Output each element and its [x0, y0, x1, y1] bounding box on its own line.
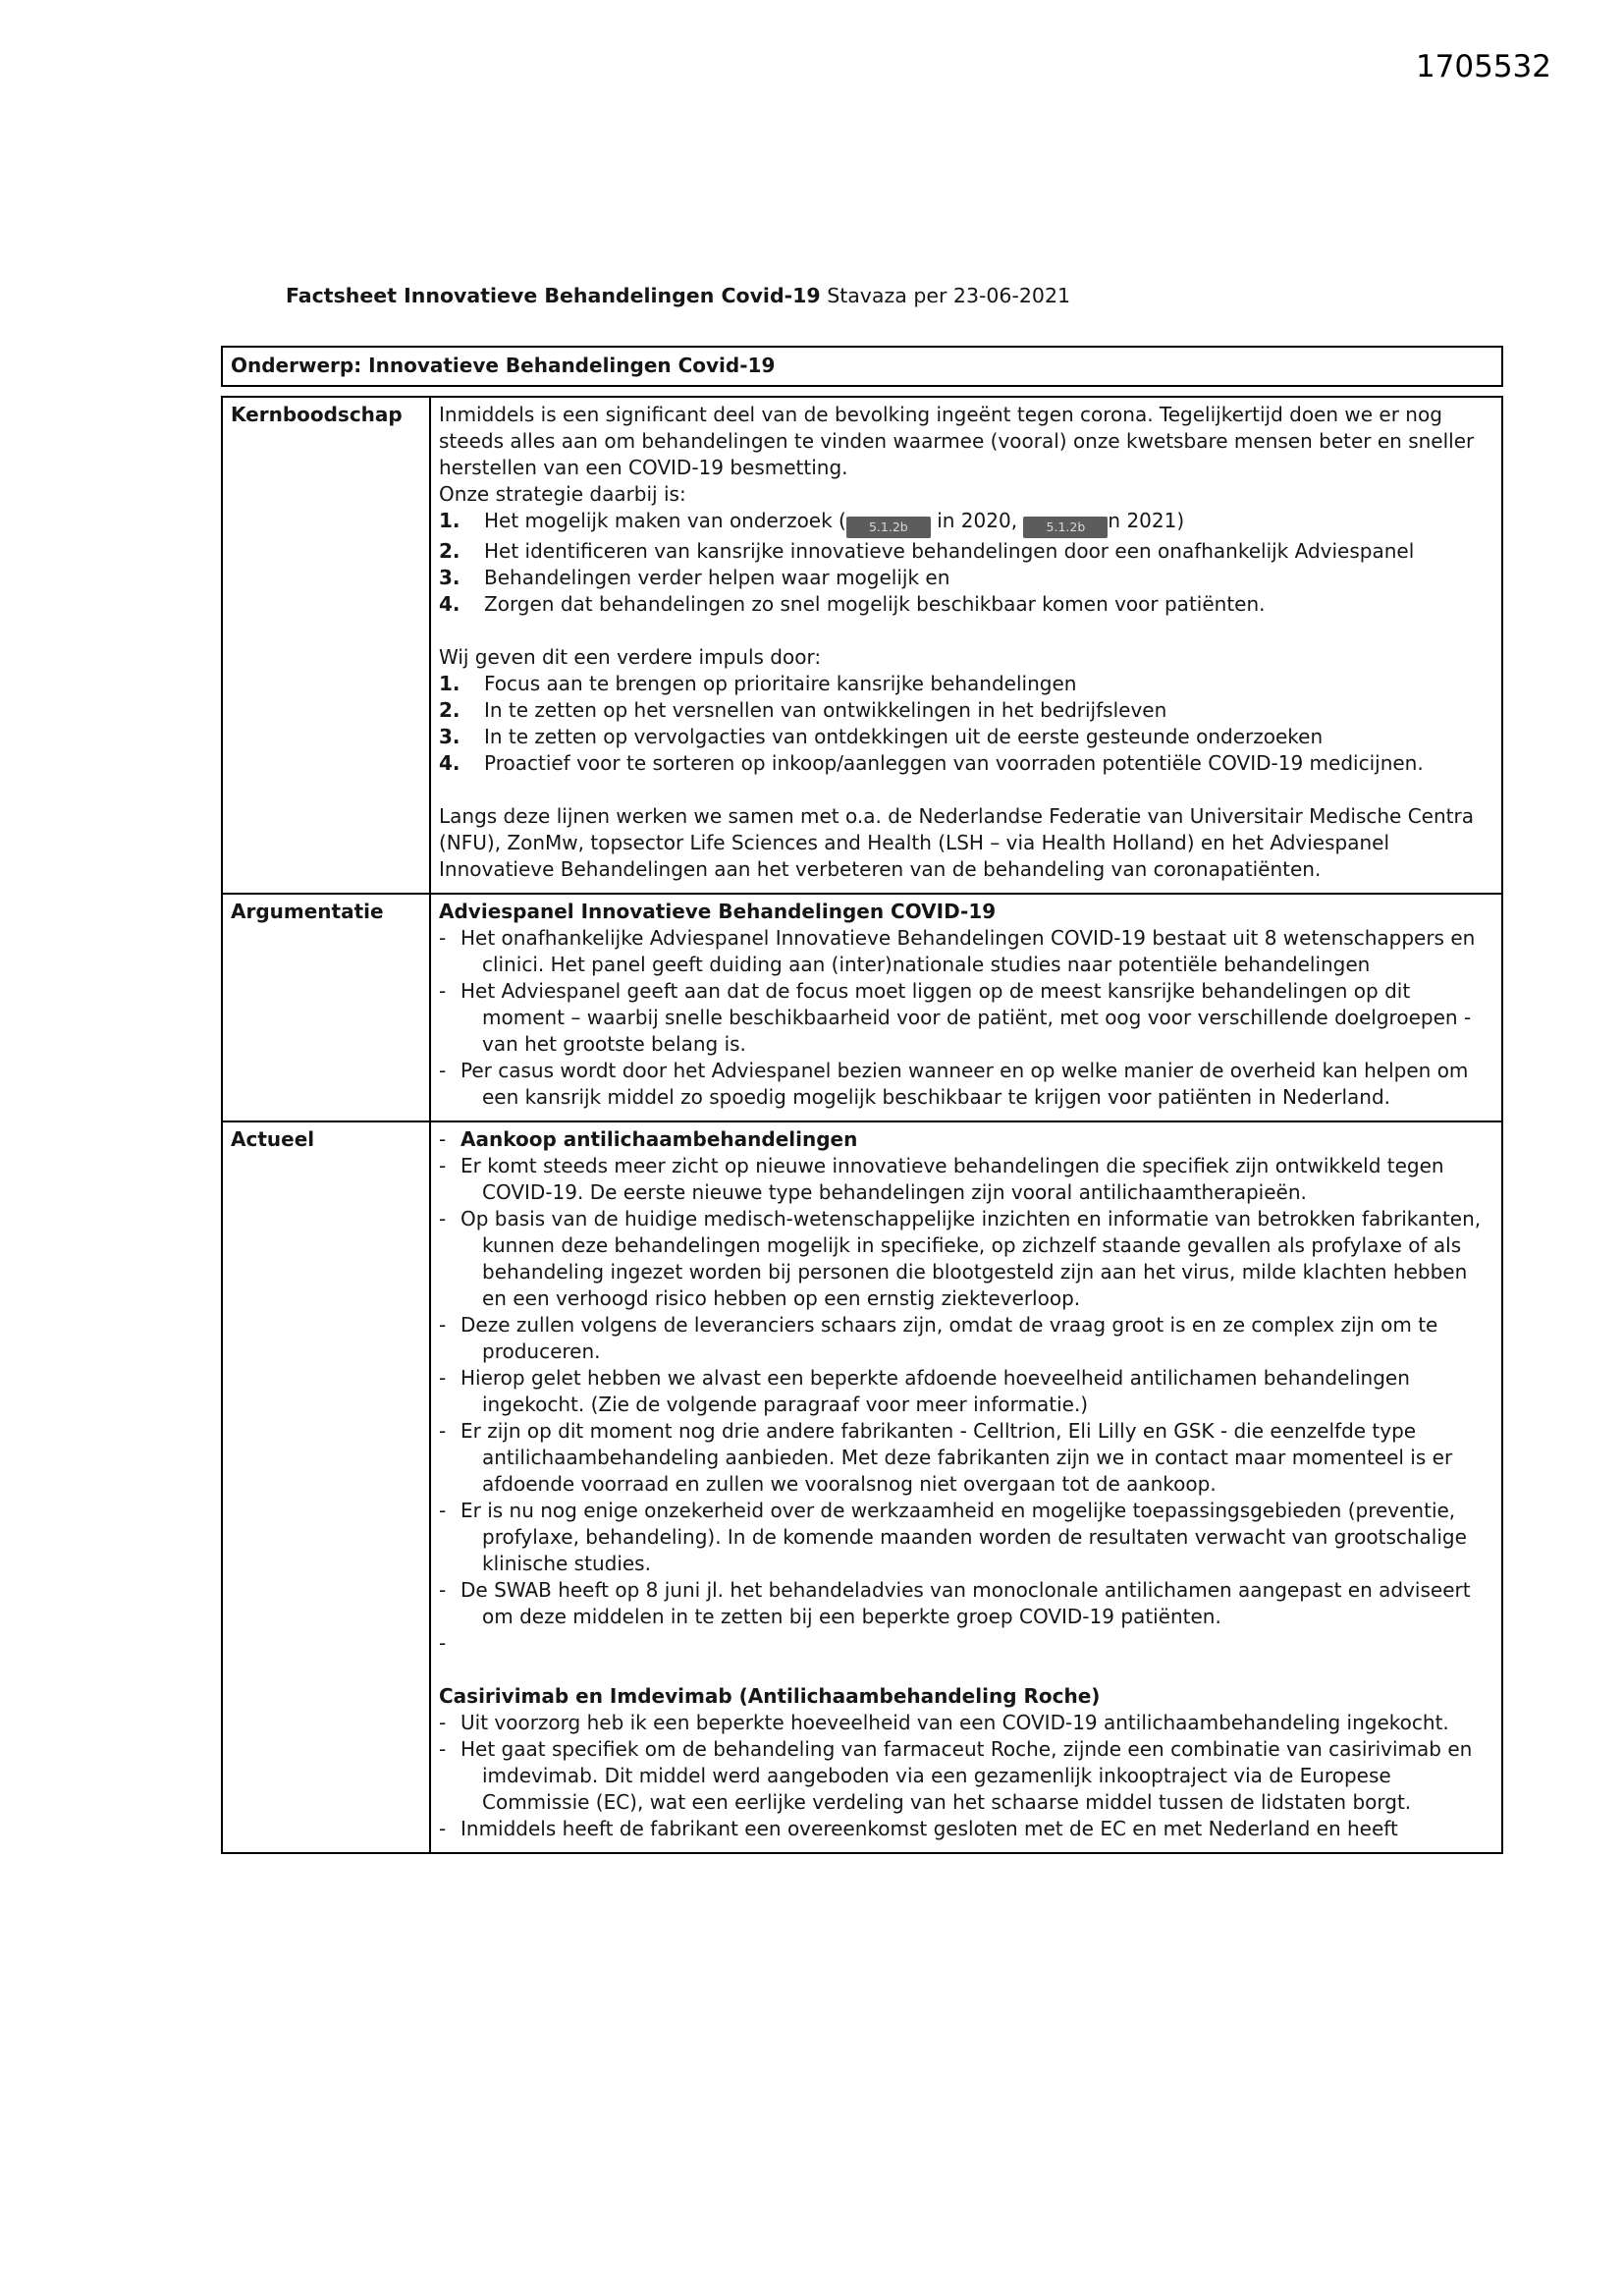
bullet-text: Het gaat specifiek om de behandeling van farmaceut Roche, zijnde een combinatie van casirivimab en imdevimab. Dit middel werd aangeboden via een gezamenlijk inkooptraject via de Europese Commissie (EC), wat een eerlijke verdeling van het schaarse middel tussen de lidstaten borgt.: [460, 1737, 1473, 1814]
table-row: [222, 894, 1502, 1121]
bullet-item: [439, 1736, 1491, 1816]
bullet-dash: -: [439, 1059, 447, 1082]
numbered-item: [439, 591, 1491, 618]
bullet-text: Deze zullen volgens de leveranciers schaars zijn, omdat de vraag groot is en ze complex zijn om te produceren.: [460, 1313, 1438, 1363]
bullet-dash: -: [439, 1313, 447, 1337]
bullet-text: Het onafhankelijke Adviespanel Innovatieve Behandelingen COVID-19 bestaat uit 8 wetenschappers en clinici. Het panel geeft duiding aan (inter)nationale studies naar potentiële behandelingen: [460, 926, 1476, 976]
paragraph: Wij geven dit een verdere impuls door:: [439, 645, 822, 669]
bullet-text: Het Adviespanel geeft aan dat de focus moet liggen op de meest kansrijke behandelingen op dit moment – waarbij snelle beschikbaarheid voor de patiënt, met oog voor verschillende doelgroepen - van het grootste belang is.: [460, 979, 1472, 1056]
list-text: Zorgen dat behandelingen zo snel mogelijk beschikbaar komen voor patiënten.: [484, 592, 1266, 616]
row-label-kernboodschap: Kernboodschap: [222, 397, 430, 894]
bullet-text: Per casus wordt door het Adviespanel bezien wanneer en op welke manier de overheid kan helpen om een kansrijk middel zo spoedig mogelijk beschikbaar te krijgen voor patiënten in Nederland.: [460, 1059, 1469, 1109]
numbered-item: [439, 697, 1491, 724]
row-label-argumentatie: Argumentatie: [222, 894, 430, 1121]
bullet-item: [439, 1058, 1491, 1111]
bullet-text: Er komt steeds meer zicht op nieuwe innovatieve behandelingen die specifiek zijn ontwikkeld tegen COVID-19. De eerste nieuwe type behandelingen zijn vooral antilichaamtherapieën.: [460, 1154, 1444, 1204]
bullet-text: Inmiddels heeft de fabrikant een overeenkomst gesloten met de EC en met Nederland en heeft: [460, 1817, 1398, 1840]
bullet-dash: -: [439, 1578, 447, 1602]
bullet-dash: -: [439, 1499, 447, 1522]
numbered-item: [439, 724, 1491, 750]
bullet-item: [439, 1153, 1491, 1206]
bullet-dash: -: [439, 1366, 447, 1390]
list-text: Behandelingen verder helpen waar mogelijk en: [484, 566, 950, 589]
blank-line: [439, 777, 1491, 803]
bullet-item: [439, 978, 1491, 1058]
bullet-item: [439, 925, 1491, 978]
bullet-item: [439, 1816, 1491, 1842]
list-text-part: in 2020,: [930, 509, 1024, 532]
list-text: In te zetten op het versnellen van ontwikkelingen in het bedrijfsleven: [484, 698, 1167, 722]
list-number: 2.: [439, 539, 460, 563]
bullet-dash: -: [439, 1154, 447, 1177]
bullet-dash: -: [439, 1737, 447, 1761]
document-title: [286, 284, 1070, 307]
bullet-dash: -: [439, 1207, 447, 1230]
bullet-text: De SWAB heeft op 8 juni jl. het behandeladvies van monoclonale antilichamen aangepast en adviseert om deze middelen in te zetten bij een beperkte groep COVID-19 patiënten.: [460, 1578, 1471, 1628]
list-text: Proactief voor te sorteren op inkoop/aanleggen van voorraden potentiële COVID-19 medicijnen.: [484, 751, 1424, 775]
bullet-text: Op basis van de huidige medisch-wetenschappelijke inzichten en informatie van betrokken fabrikanten, kunnen deze behandelingen mogelijk in specifieke, op zichzelf staande gevallen als profylaxe of als behandeling ingezet worden bij personen die blootgesteld zijn aan het virus, milde klachten hebben en een verhoogd risico hebben op een ernstig ziekteverloop.: [460, 1207, 1482, 1310]
list-number: 1.: [439, 509, 460, 532]
bullet-text: Er zijn op dit moment nog drie andere fabrikanten - Celltrion, Eli Lilly en GSK - die eenzelfde type antilichaambehandeling aanbieden. Met deze fabrikanten zijn we in contact maar momenteel is er afdoende voorraad en zullen we vooralsnog niet overgaan tot de aankoop.: [460, 1419, 1453, 1496]
table-row: [222, 1121, 1502, 1853]
list-number: 4.: [439, 592, 460, 616]
numbered-item: [439, 671, 1491, 697]
topic-header-row: [221, 346, 1503, 387]
document-title-suffix: Stavaza per 23-06-2021: [820, 284, 1071, 307]
paragraph: Onze strategie daarbij is:: [439, 482, 686, 506]
bullet-text: Hierop gelet hebben we alvast een beperkte afdoende hoeveelheid antilichamen behandelingen ingekocht. (Zie de volgende paragraaf voor meer informatie.): [460, 1366, 1410, 1416]
bullet-item: [439, 1206, 1491, 1312]
row-label-actueel: Actueel: [222, 1121, 430, 1853]
list-text-part: n 2021): [1108, 509, 1185, 532]
list-number: 3.: [439, 725, 460, 748]
row-content-argumentatie: [430, 894, 1502, 1121]
section-heading: Aankoop antilichaambehandelingen: [460, 1127, 858, 1151]
blank-line: [439, 618, 1491, 644]
factsheet-table: [221, 396, 1503, 1854]
list-text-part: Het mogelijk maken van onderzoek (: [484, 509, 846, 532]
bullet-item: [439, 1577, 1491, 1630]
bullet-item: [439, 1365, 1491, 1418]
paragraph: Langs deze lijnen werken we samen met o.a. de Nederlandse Federatie van Universitair Medische Centra (NFU), ZonMw, topsector Life Sciences and Health (LSH – via Health Holland) en het Adviespanel Innovatieve Behandelingen aan het verbeteren van de behandeling van coronapatiënten.: [439, 804, 1474, 881]
bullet-item: [439, 1498, 1491, 1577]
row-content-kernboodschap: [430, 397, 1502, 894]
numbered-item: [439, 508, 1491, 538]
paragraph: Inmiddels is een significant deel van de bevolking ingeënt tegen corona. Tegelijkertijd doen we er nog steeds alles aan om behandelingen te vinden waarmee (vooral) onze kwetsbare mensen beter en sneller herstellen van een COVID-19 besmetting.: [439, 403, 1475, 479]
bullet-dash: -: [439, 926, 447, 950]
list-text: Focus aan te brengen op prioritaire kansrijke behandelingen: [484, 672, 1077, 695]
topic-header-text: Onderwerp: Innovatieve Behandelingen Covid-19: [231, 354, 776, 377]
bullet-dash: -: [439, 1711, 447, 1734]
numbered-item: [439, 750, 1491, 777]
list-number: 2.: [439, 698, 460, 722]
numbered-item: [439, 538, 1491, 565]
bullet-item: [439, 1418, 1491, 1498]
list-number: 1.: [439, 672, 460, 695]
list-number: 3.: [439, 566, 460, 589]
bullet-item: [439, 1312, 1491, 1365]
redaction-box: 5.1.2b: [846, 517, 931, 538]
redaction-box: 5.1.2b: [1023, 517, 1108, 538]
bullet-dash: -: [439, 979, 447, 1003]
row-content-actueel: [430, 1121, 1502, 1853]
section-heading: Adviespanel Innovatieve Behandelingen COVID-19: [439, 900, 997, 923]
document-title-bold: Factsheet Innovatieve Behandelingen Covid-19: [286, 284, 821, 307]
list-text: Het identificeren van kansrijke innovatieve behandelingen door een onafhankelijk Adviespanel: [484, 539, 1415, 563]
numbered-item: [439, 565, 1491, 591]
bullet-dash: -: [439, 1419, 447, 1443]
factsheet: [221, 346, 1503, 1854]
bullet-text: Er is nu nog enige onzekerheid over de werkzaamheid en mogelijke toepassingsgebieden (preventie, profylaxe, behandeling). In de komende maanden worden de resultaten verwacht van grootschalige klinische studies.: [460, 1499, 1467, 1575]
bullet-dash: -: [439, 1127, 447, 1151]
bullet-dash: -: [439, 1817, 447, 1840]
bullet-item-empty: [439, 1630, 1491, 1657]
section-heading: Casirivimab en Imdevimab (Antilichaambehandeling Roche): [439, 1684, 1101, 1708]
bullet-item: [439, 1710, 1491, 1736]
bullet-text: Uit voorzorg heb ik een beperkte hoeveelheid van een COVID-19 antilichaambehandeling ingekocht.: [460, 1711, 1449, 1734]
page-number: 1705532: [1415, 49, 1551, 84]
table-row: [222, 397, 1502, 894]
blank-line: [439, 1657, 1491, 1683]
list-text: In te zetten op vervolgacties van ontdekkingen uit de eerste gesteunde onderzoeken: [484, 725, 1324, 748]
list-number: 4.: [439, 751, 460, 775]
bullet-dash: -: [439, 1631, 447, 1655]
bullet-item: [439, 1126, 1491, 1153]
